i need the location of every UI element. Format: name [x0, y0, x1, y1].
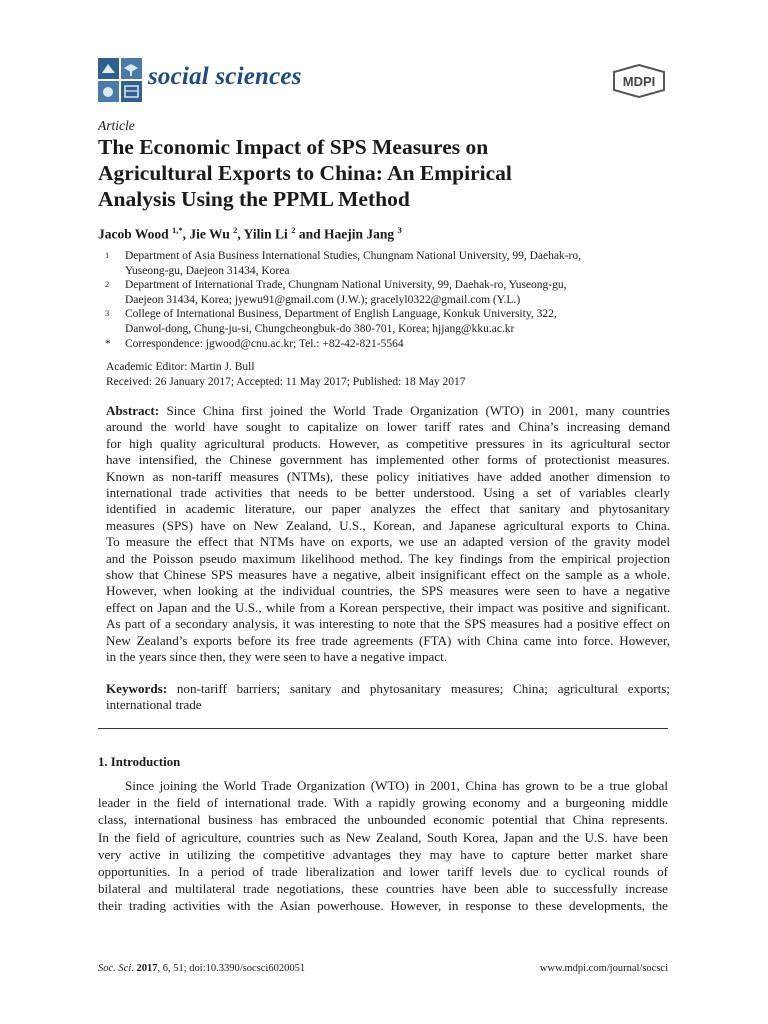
publication-dates: Received: 26 January 2017; Accepted: 11 May 2017; Published: 18 May 2017 [106, 375, 466, 388]
keywords-line [106, 681, 670, 697]
author-name[interactable]: Yilin Li [243, 226, 288, 242]
author-separator: , [182, 226, 190, 242]
correspondence-item [105, 337, 665, 352]
author-affiliation-mark: 2 [233, 225, 238, 235]
publisher-logo [612, 64, 666, 98]
article-meta [106, 360, 466, 389]
article-title [98, 134, 658, 212]
affiliation-number: 2 [105, 279, 110, 290]
affiliation-line: Department of Asia Business International Studies, Chungnam National University, 99, Daehak-ro, [125, 250, 581, 262]
abstract-line: and the Poisson pseudo maximum likelihood method. The key findings from the empirical projection [106, 550, 670, 566]
affiliation-item [105, 249, 665, 278]
article-type: Article [98, 118, 135, 133]
paragraph-line: opportunities. In a period of trade liberalization and lower tariff levels due to cyclical rounds of [98, 864, 668, 880]
abstract-line: show that Chinese SPS measures have a negative, albeit insignificant effect on the sample as a whole. [106, 567, 670, 583]
abstract-line: international trade activities that needs to be better understood. Using a set of variables clearly [106, 485, 670, 501]
keywords [106, 681, 670, 714]
journal-logo [98, 58, 142, 102]
abstract-line: in the years since then, they were seen to have a negative impact. [106, 649, 448, 665]
paragraph-line: In the field of agriculture, countries such as New Zealand, South Korea, Japan and the U.S. have been [98, 829, 668, 845]
section-heading: 1. Introduction [98, 755, 181, 769]
section-divider [98, 728, 668, 729]
citation-year: 2017 [136, 963, 158, 974]
affiliation-line[interactable]: Danwol-dong, Chung-ju-si, Chungcheongbuk-do 380-701, Korea; hjjang@kku.ac.kr [125, 322, 515, 335]
affiliation-line: College of International Business, Department of English Language, Konkuk University, 322, [125, 308, 557, 321]
citation [98, 963, 305, 974]
author-name[interactable]: Jie Wu [189, 226, 230, 242]
affiliation-line: Department of International Trade, Chungnam National University, 99, Daehak-ro, Yuseong-gu, [125, 279, 567, 292]
affiliation-number: 1 [105, 250, 110, 260]
introduction-text [98, 777, 668, 915]
affiliation-line[interactable]: Daejeon 31434, Korea; jyewu91@gmail.com (J.W.); gracelyl0322@gmail.com (Y.L.) [125, 293, 521, 306]
abstract-line: measures (SPS) have on New Zealand, U.S., Korean, and Japanese agricultural exports to China. [106, 517, 670, 533]
author-list [98, 225, 402, 243]
abstract-text: Since China first joined the World Trade Organization (WTO) in 2001, many countries [159, 403, 670, 418]
correspondence-line[interactable]: Correspondence: jgwood@cnu.ac.kr; Tel.: +82-42-821-5564 [125, 337, 404, 350]
author-affiliation-mark: 2 [291, 225, 296, 235]
affiliation-item [105, 307, 665, 336]
title-line: Analysis Using the PPML Method [98, 187, 410, 211]
journal-abbreviation: Soc. Sci. [98, 963, 134, 974]
abstract-line: As part of a secondary analysis, it was interesting to note that the SPS measures had a positive effect on [106, 616, 670, 632]
academic-editor: Academic Editor: Martin J. Bull [106, 361, 255, 373]
author-affiliation-mark: 3 [397, 225, 402, 235]
svg-text:MDPI: MDPI [622, 74, 656, 89]
abstract-line: have intensified, the Chinese government has implemented other forms of protectionist measures. [106, 452, 670, 468]
abstract-line [106, 403, 670, 419]
abstract-line: Known as non-tariff measures (NTMs), these policy initiatives have added another dimension to [106, 468, 670, 484]
journal-name: social sciences [148, 63, 302, 90]
paragraph-line: very active in utilizing the competitive advantages they may have to capture better market share [98, 846, 668, 862]
journal-url-link[interactable]: www.mdpi.com/journal/socsci [539, 963, 668, 974]
abstract [106, 403, 670, 666]
correspondence-mark: * [105, 337, 111, 350]
title-line: Agricultural Exports to China: An Empirical [98, 161, 512, 185]
keywords-line: international trade [106, 697, 202, 713]
abstract-line: around the world have sought to capitalize on lower tariff rates and China’s increasing demand [106, 419, 670, 435]
author-separator: and [295, 226, 324, 242]
paragraph-line: class, international business has embraced the unbounded economic potential that China represents. [98, 812, 668, 828]
paragraph-line: bilateral and multilateral trade negotiations, these countries have been able to successfully increase [98, 881, 668, 897]
abstract-line: for high quality agricultural products. However, as competitive pressures in its agricultural sector [106, 435, 670, 451]
abstract-label: Abstract: [106, 403, 160, 418]
author-affiliation-mark: 1,* [172, 225, 183, 235]
affiliation-item [105, 278, 665, 307]
citation-details[interactable]: , 6, 51; doi:10.3390/socsci6020051 [157, 963, 306, 974]
paragraph-line: leader in the field of international trade. With a rapidly growing economy and a burgeoning middle [98, 795, 668, 811]
title-line: The Economic Impact of SPS Measures on [98, 135, 489, 159]
journal-header [98, 58, 678, 102]
affiliations [105, 249, 665, 351]
paragraph-line: their trading activities with the Asian powerhouse. However, in response to these developments, the [98, 898, 668, 914]
author-name[interactable]: Haejin Jang [323, 226, 395, 242]
abstract-line: However, when looking at the individual countries, the SPS measures were seen to have a negative [106, 583, 670, 599]
abstract-line: New Zealand’s exports before its free trade agreements (FTA) with China came into force. However, [106, 632, 670, 648]
abstract-line: effect on Japan and the U.S., while from a Korean perspective, their impact was positive and significant. [106, 599, 670, 615]
author-separator: , [237, 226, 244, 242]
keywords-label: Keywords: [106, 681, 168, 696]
affiliation-number: 3 [105, 308, 110, 319]
paragraph-line: Since joining the World Trade Organization (WTO) in 2001, China has grown to be a true global [125, 778, 668, 793]
keywords-text: non-tariff barriers; sanitary and phytosanitary measures; China; agricultural exports; [167, 681, 670, 696]
author-name[interactable]: Jacob Wood [98, 226, 169, 242]
abstract-line: To measure the effect that NTMs have on exports, we use an adapted version of the gravity model [106, 534, 670, 550]
abstract-line: identified in academic literature, our paper analyzes the effect that sanitary and phytosanitary [106, 501, 670, 517]
affiliation-line: Yuseong-gu, Daejeon 31434, Korea [125, 264, 290, 277]
